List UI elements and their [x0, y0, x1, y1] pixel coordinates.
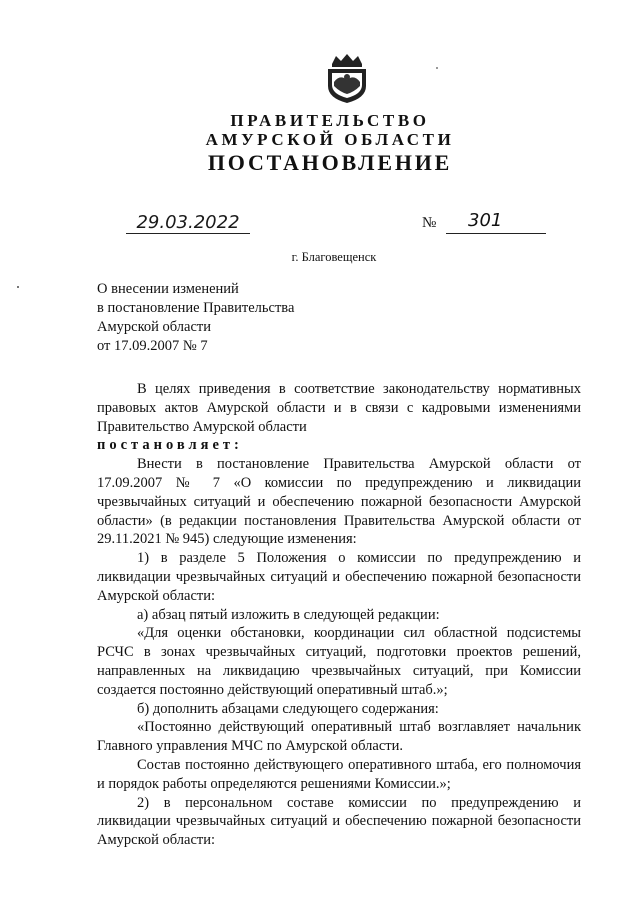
document-number: 301	[468, 210, 503, 231]
decree-word: постановляет:	[97, 437, 243, 454]
intro-paragraph: В целях приведения в соответствие законодательству нормативных правовых актов Амурской области и в связи с кадровыми изменениями Правительство Амурской области	[97, 381, 581, 435]
paragraph-5: б) дополнить абзацами следующего содержания:	[137, 700, 439, 717]
coat-of-arms-icon	[324, 52, 370, 104]
paragraph-1: Внести в постановление Правительства Амурской области от 17.09.2007 № 7 «О комиссии по предупреждению и ликвидации чрезвычайных ситуаций и обеспечению пожарной безопасности Амурской области» (в редакции постановления Правительства Амурской области от 29.11.2021 № 945) следующие изменения:	[97, 456, 581, 548]
document-body	[97, 380, 581, 850]
number-sign: №	[422, 215, 437, 231]
scan-speck	[436, 67, 438, 69]
government-title: ПРАВИТЕЛЬСТВО	[230, 111, 430, 130]
document-subject	[97, 280, 294, 356]
paragraph-8: 2) в персональном составе комиссии по предупреждению и ликвидации чрезвычайных ситуаций и обеспечению пожарной безопасности Амурской области:	[97, 794, 581, 849]
document-date: 29.03.2022	[136, 212, 240, 233]
subject-line: О внесении изменений	[97, 281, 239, 297]
subject-line: Амурской области	[97, 319, 211, 335]
paragraph-3: а) абзац пятый изложить в следующей редакции:	[137, 606, 440, 623]
paragraph-7: Состав постоянно действующего оперативного штаба, его полномочия и порядок работы определяются решениями Комиссии.»;	[97, 756, 581, 792]
subject-line: от 17.09.2007 № 7	[97, 338, 208, 354]
region-title: АМУРСКОЙ ОБЛАСТИ	[205, 130, 455, 149]
scan-speck	[17, 286, 19, 288]
document-type-title: ПОСТАНОВЛЕНИЕ	[207, 150, 453, 175]
number-underline	[446, 233, 546, 234]
paragraph-6: «Постоянно действующий оперативный штаб возглавляет начальник Главного управления МЧС по Амурской области.	[97, 719, 581, 755]
subject-line: в постановление Правительства	[97, 300, 295, 316]
city-label: г. Благовещенск	[291, 250, 377, 264]
paragraph-2: 1) в разделе 5 Положения о комиссии по предупреждению и ликвидации чрезвычайных ситуаций и обеспечению пожарной безопасности Амурской области:	[97, 550, 581, 604]
date-underline	[126, 233, 250, 234]
paragraph-4: «Для оценки обстановки, координации сил областной подсистемы РСЧС в зонах чрезвычайных ситуаций, подготовки проектов решений, направленных на ликвидацию чрезвычайных ситуаций, при Комиссии создается постоянно действующий оперативный штаб.»;	[97, 625, 581, 698]
